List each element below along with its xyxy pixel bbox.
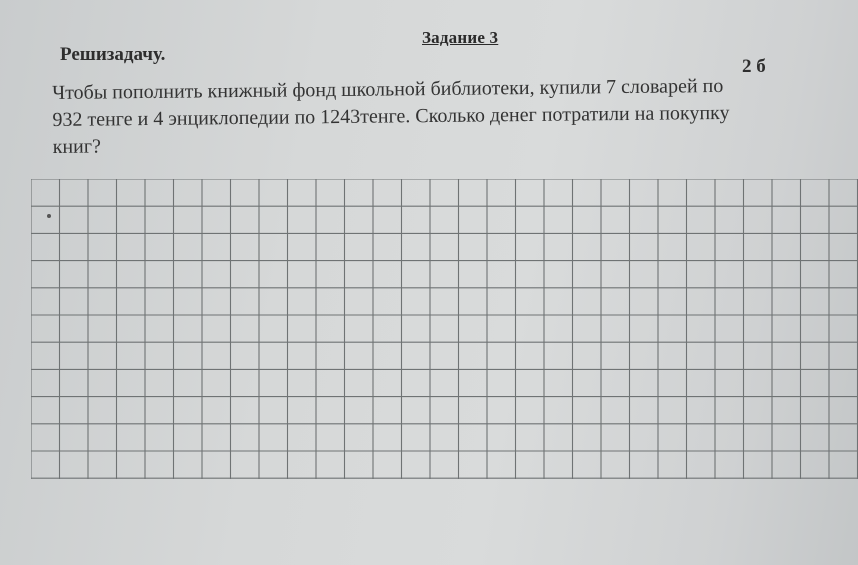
task-header: Задание 3: [422, 28, 499, 47]
problem-text-line-2: 932 тенге и 4 энциклопедии по 1243тенге. Сколько денег потратили на покупку: [52, 101, 730, 131]
problem-text-line-3: книг?: [52, 135, 102, 158]
problem-text: [52, 72, 823, 161]
task-instruction: Решизадачу.: [60, 44, 166, 65]
answer-grid-lines: [31, 179, 858, 499]
pen-mark: [47, 214, 51, 218]
answer-grid[interactable]: [31, 179, 858, 499]
problem-text-line-1: Чтобы пополнить книжный фонд школьной библиотеки, купили 7 словарей по: [52, 74, 724, 104]
task-points: 2 б: [742, 56, 766, 77]
